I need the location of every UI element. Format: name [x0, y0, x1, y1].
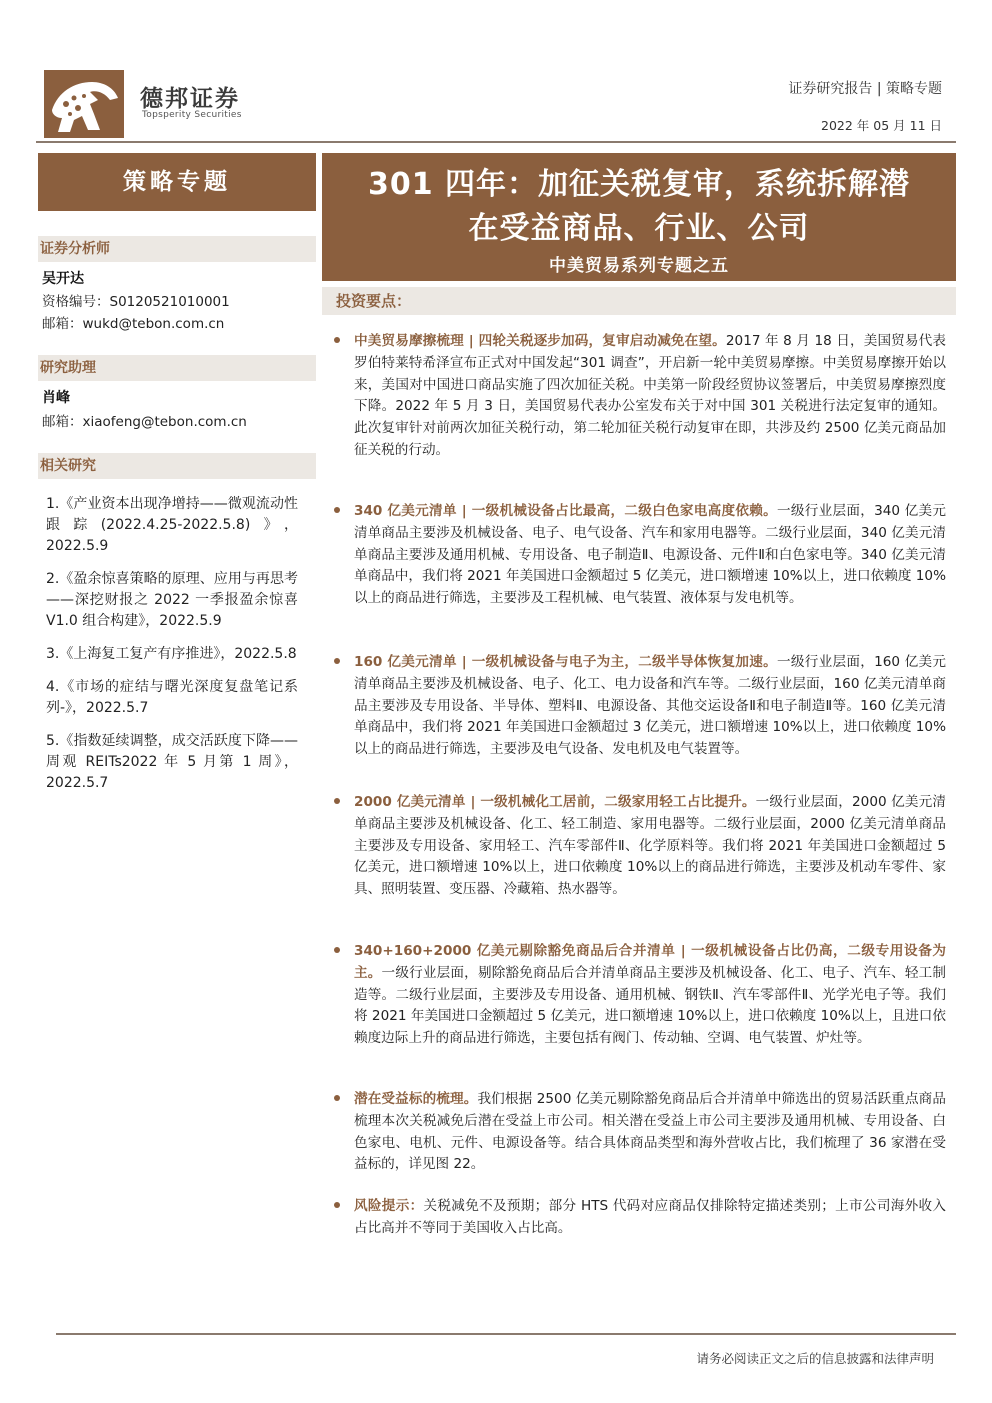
point-body: 我们根据 2500 亿美元剔除豁免商品后合并清单中筛选出的贸易活跃重点商品梳理本次关税减免后潜在受益上市公司。相关潜在受益上市公司主要涉及通用机械、专用设备、白色家电、电机、元件、电源设备等。结合具体商品类型和海外营收占比，我们梳理了 36 家潜在受益标的，详见图 22。 — [354, 1091, 946, 1173]
brand-name-en: Topsperity Securities — [142, 110, 242, 120]
bullet-icon — [334, 798, 340, 804]
point-body: 一级行业层面，160 亿美元清单商品主要涉及机械设备、电子、化工、电力设备和汽车等。二级行业层面，160 亿美元清单商品主要涉及专用设备、半导体、塑料Ⅱ、电源设备、其他交运设备Ⅱ和电子制造Ⅱ等。160 亿美元清单商品中，我们将 2021 年美国进口金额超过 3 亿美元，进口额增速 10%以上，进口依赖度 10%以上的商品进行筛选，主要涉及电气设备、发电机及电气装置等。 — [354, 654, 946, 758]
point-lead: 潜在受益标的梳理。 — [354, 1091, 478, 1107]
point-lead: 340+160+2000 亿美元剔除豁免商品后合并清单 | 一级机械设备占比仍高，二级专用设备为主。 — [354, 943, 946, 981]
related-heading: 相关研究 — [38, 453, 316, 479]
investment-point — [334, 331, 946, 462]
bullet-icon — [334, 1202, 340, 1208]
point-body: 2017 年 8 月 18 日，美国贸易代表罗伯特莱特希泽宣布正式对中国发起“301 调查”，开启新一轮中美贸易摩擦。中美贸易摩擦开始以来，美国对中国进口商品实施了四次加征关税。中美第一阶段经贸协议签署后，中美贸易摩擦烈度下降。2022 年 5 月 3 日，美国贸易代表办公室发布关于对中国 301 关税进行法定复审的通知。此次复审针对前两次加征关税行动，第二轮加征关税行动复审在即，共涉及约 2500 亿美元商品加征关税的行动。 — [354, 333, 946, 458]
point-body: 关税减免不及预期；部分 HTS 代码对应商品仅排除特定描述类别；上市公司海外收入占比高并不等同于美国收入占比高。 — [354, 1198, 947, 1236]
point-lead: 2000 亿美元清单 | 一级机械化工居前，二级家用轻工占比提升。 — [354, 794, 756, 810]
investment-point — [334, 652, 946, 761]
investment-point — [334, 1089, 946, 1176]
analyst-heading: 证券分析师 — [38, 236, 316, 262]
report-title-line1: 301 四年：加征关税复审，系统拆解潜 — [367, 167, 911, 202]
related-item[interactable]: 2.《盈余惊喜策略的原理、应用与再思考——深挖财报之 2022 一季报盈余惊喜 V1.0 组合构建》，2022.5.9 — [46, 571, 298, 629]
assistant-email[interactable]: 邮箱：xiaofeng@tebon.com.cn — [42, 414, 247, 430]
related-item[interactable]: 4.《市场的症结与曙光深度复盘笔记系列-》，2022.5.7 — [46, 679, 298, 716]
logo-icon — [44, 70, 124, 138]
bullet-icon — [334, 658, 340, 664]
analyst-name: 吴开达 — [42, 271, 84, 287]
analyst-email[interactable]: 邮箱：wukd@tebon.com.cn — [42, 316, 225, 332]
report-type: 证券研究报告 | 策略专题 — [788, 81, 942, 97]
report-title-line2: 在受益商品、行业、公司 — [468, 211, 810, 246]
assistant-heading: 研究助理 — [38, 355, 316, 381]
brand-name: 德邦证券 — [140, 86, 240, 112]
title-block — [322, 153, 956, 281]
disclaimer-note: 请务必阅读正文之后的信息披露和法律声明 — [696, 1351, 934, 1366]
analyst-certificate: 资格编号：S0120521010001 — [42, 294, 230, 310]
investment-point — [334, 941, 946, 1050]
point-body: 一级行业层面，2000 亿美元清单商品主要涉及机械设备、化工、轻工制造、家用电器等。二级行业层面，2000 亿美元清单商品主要涉及专用设备、家用轻工、汽车零部件Ⅱ、化学原料等。我们将 2021 年美国进口金额超过 5 亿美元，进口额增速 10%以上，进口依赖度 10%以上的商品进行筛选，主要涉及机动车零件、家具、照明装置、变压器、冷藏箱、热水器等。 — [354, 794, 946, 898]
bullet-icon — [334, 947, 340, 953]
footer-divider — [56, 1333, 956, 1335]
point-lead: 340 亿美元清单 | 一级机械设备占比最高，二级白色家电高度依赖。 — [354, 503, 777, 519]
investment-points-heading: 投资要点： — [322, 287, 956, 315]
point-body: 一级行业层面，剔除豁免商品后合并清单商品主要涉及机械设备、化工、电子、汽车、轻工制造等。二级行业层面，主要涉及专用设备、通用机械、钢铁Ⅱ、汽车零部件Ⅱ、光学光电子等。我们将 2021 年美国进口金额超过 5 亿美元，进口额增速 10%以上，进口依赖度 10%以上，且进口依赖度边际上升的商品进行筛选，主要包括有阀门、传动轴、空调、电气装置、炉灶等。 — [354, 964, 947, 1047]
risk-warning — [334, 1196, 946, 1240]
bullet-icon — [334, 1095, 340, 1101]
point-lead: 风险提示： — [354, 1198, 424, 1214]
investment-point — [334, 792, 946, 901]
related-item[interactable]: 1.《产业资本出现净增持——微观流动性跟踪(2022.4.25-2022.5.8)》，2022.5.9 — [46, 496, 298, 554]
related-research-list — [46, 494, 298, 806]
bullet-icon — [334, 337, 340, 343]
point-lead: 中美贸易摩擦梳理 | 四轮关税逐步加码，复审启动减免在望。 — [354, 333, 726, 349]
bullet-icon — [334, 507, 340, 513]
related-item[interactable]: 5.《指数延续调整，成交活跃度下降——周观 REITs2022 年 5 月第 1 周》，2022.5.7 — [46, 733, 298, 791]
assistant-name: 肖峰 — [42, 390, 70, 406]
report-date: 2022 年 05 月 11 日 — [821, 118, 942, 133]
point-body: 一级行业层面，340 亿美元清单商品主要涉及机械设备、电子、电气设备、汽车和家用电器等。二级行业层面，340 亿美元清单商品主要涉及通用机械、专用设备、电子制造Ⅱ、电源设备、元件Ⅱ和白色家电等。340 亿美元清单商品中，我们将 2021 年美国进口金额超过 5 亿美元，进口额增速 10%以上，进口依赖度 10%以上的商品进行筛选，主要涉及工程机械、电气装置、液体泵与发电机等。 — [354, 503, 946, 607]
report-subtitle: 中美贸易系列专题之五 — [549, 256, 729, 276]
sidebar-banner: 策略专题 — [38, 153, 316, 211]
header-divider — [36, 141, 956, 143]
point-lead: 160 亿美元清单 | 一级机械设备与电子为主，二级半导体恢复加速。 — [354, 654, 777, 670]
related-item[interactable]: 3.《上海复工复产有序推进》，2022.5.8 — [46, 646, 297, 662]
investment-point — [334, 501, 946, 610]
